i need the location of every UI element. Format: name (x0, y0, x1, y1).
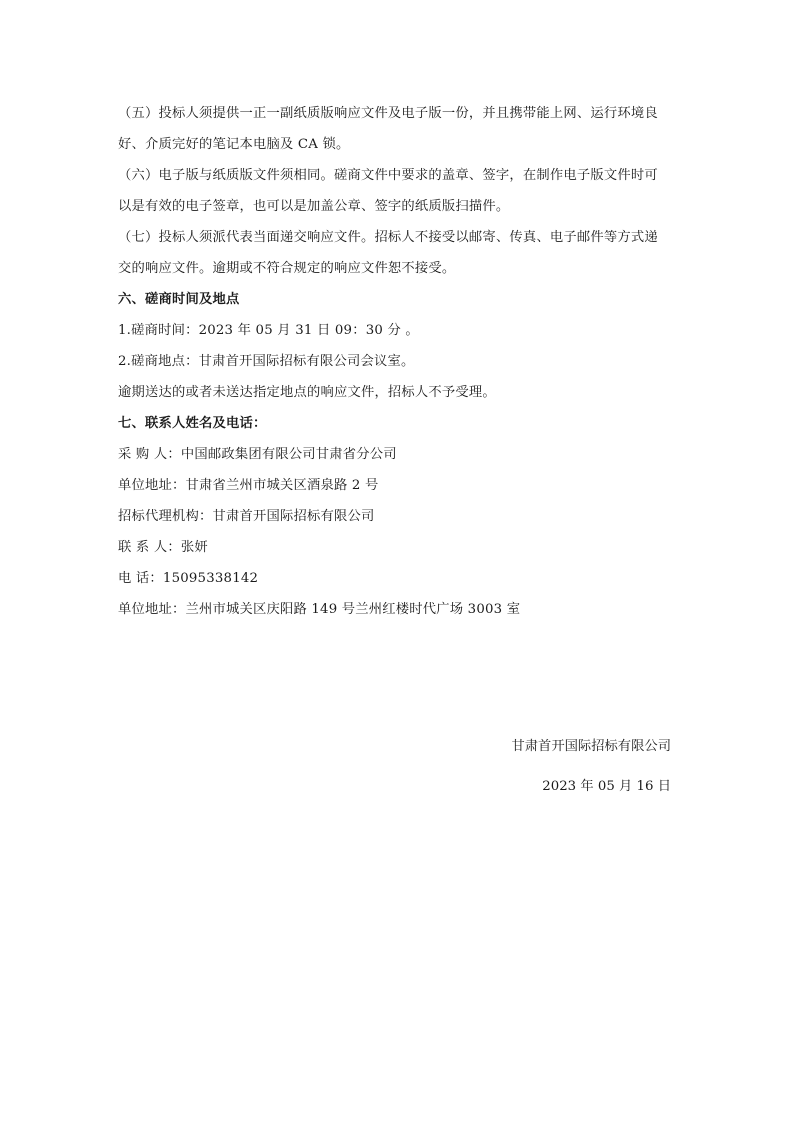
late-submission-note: 逾期送达的或者未送达指定地点的响应文件，招标人不予受理。 (118, 385, 496, 400)
contact-person-line: 联 系 人：张妍 (118, 540, 208, 555)
item-6-line-2: 以是有效的电子签章，也可以是加盖公章、签字的纸质版扫描件。 (118, 199, 510, 214)
phone-line: 电 话：15095338142 (118, 571, 259, 586)
purchaser-line: 采 购 人：中国邮政集团有限公司甘肃省分公司 (118, 447, 397, 462)
item-5-line-2: 好、介质完好的笔记本电脑及 CA 锁。 (118, 137, 350, 152)
signature-company: 甘肃首开国际招标有限公司 (511, 739, 671, 754)
section-6-heading: 六、磋商时间及地点 (118, 292, 240, 307)
section-7-heading: 七、联系人姓名及电话： (118, 416, 267, 431)
item-7-line-1: （七）投标人须派代表当面递交响应文件。招标人不接受以邮寄、传真、电子邮件等方式递 (118, 230, 658, 245)
agency-address-line: 单位地址：兰州市城关区庆阳路 149 号兰州红楼时代广场 3003 室 (118, 602, 521, 617)
item-5-line-1: （五）投标人须提供一正一副纸质版响应文件及电子版一份，并且携带能上网、运行环境良 (118, 106, 658, 121)
consultation-time: 1.磋商时间：2023 年 05 月 31 日 09：30 分 。 (118, 323, 419, 338)
consultation-place: 2.磋商地点：甘肃首开国际招标有限公司会议室。 (118, 354, 415, 369)
document-body (118, 98, 680, 625)
item-6-line-1: （六）电子版与纸质版文件须相同。磋商文件中要求的盖章、签字，在制作电子版文件时可 (118, 168, 658, 183)
agency-line: 招标代理机构：甘肃首开国际招标有限公司 (118, 509, 375, 524)
signature-date: 2023 年 05 月 16 日 (542, 779, 671, 794)
item-7-line-2: 交的响应文件。逾期或不符合规定的响应文件恕不接受。 (118, 261, 456, 276)
purchaser-address-line: 单位地址：甘肃省兰州市城关区酒泉路 2 号 (118, 478, 379, 493)
